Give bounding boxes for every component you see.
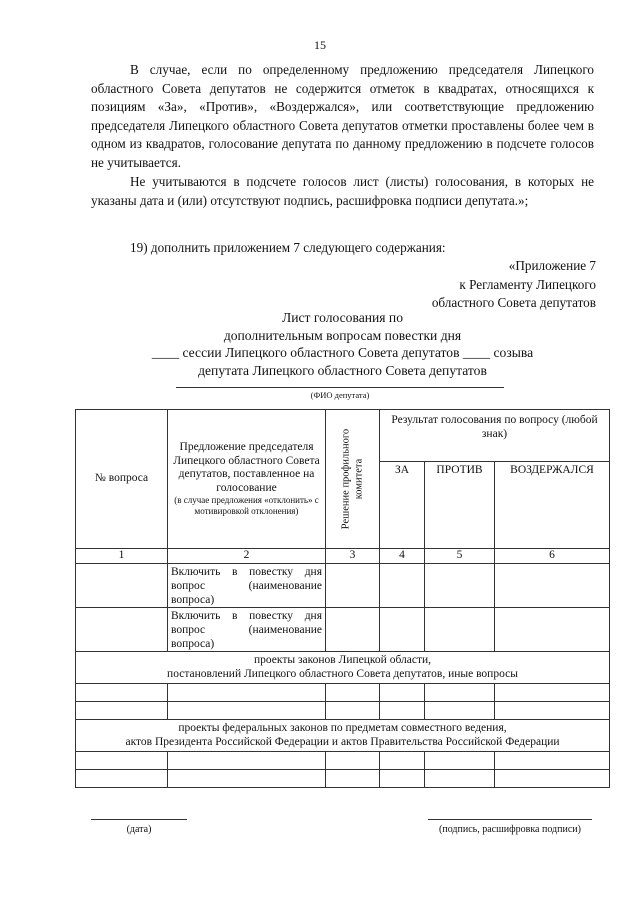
- fio-line: [176, 387, 504, 388]
- table-cell: [76, 608, 168, 652]
- section-row-federal: [76, 720, 610, 752]
- fio-caption: (ФИО депутата): [310, 390, 370, 400]
- section-federal: [76, 720, 610, 752]
- title-line-4: депутата Липецкого областного Совета депутатов: [198, 362, 487, 378]
- ballot-title: [91, 309, 594, 379]
- section-regional-line-2: постановлений Липецкого областного Совета депутатов, иные вопросы: [167, 667, 518, 680]
- header-protiv: ПРОТИВ: [425, 462, 495, 549]
- table-row: [76, 770, 610, 788]
- title-line-1: Лист голосования по: [281, 310, 404, 325]
- section-regional: [76, 652, 610, 684]
- signature-caption: (подпись, расшифровка подписи): [439, 824, 581, 835]
- table-cell: [425, 608, 495, 652]
- column-number: 6: [495, 549, 610, 564]
- header-proposal: [168, 410, 326, 549]
- table-row: [76, 684, 610, 702]
- table-cell: [76, 564, 168, 608]
- paragraph-1: В случае, если по определенному предложению председателя Липецкого областного Совета депутатов не содержится отметок в квадратах, относящихся к позициям «За», «Против», «Воздержался», или соответствующие предложению председателя Липецкого областного Совета депутатов отметки проставлены более чем в одном из квадратов, голосование депутата по данному предложению в подсчете голосов не учитывается.: [91, 62, 594, 170]
- column-number: 5: [425, 549, 495, 564]
- include-item-text: Включить в повестку дня вопрос (наименование вопроса): [168, 608, 326, 652]
- header-vozderzhalsya: ВОЗДЕРЖАЛСЯ: [495, 462, 610, 549]
- header-question-number: № вопроса: [76, 410, 168, 549]
- appendix-line-2: к Регламенту Липецкого: [459, 276, 596, 292]
- section-regional-line-1: проекты законов Липецкой области,: [253, 654, 432, 666]
- appendix-line-1: «Приложение 7: [508, 258, 596, 273]
- title-line-3: ____ сессии Липецкого областного Совета депутатов ____ созыва: [151, 345, 534, 361]
- date-caption: (дата): [126, 824, 152, 835]
- table-cell: [326, 608, 380, 652]
- include-row-2: [76, 608, 610, 652]
- column-numbers-row: [76, 549, 610, 564]
- column-number: 4: [380, 549, 425, 564]
- column-number: 3: [326, 549, 380, 564]
- table-cell: [380, 608, 425, 652]
- paragraph-2: Не учитываются в подсчете голосов лист (листы) голосования, в которых не указаны дата и (или) отсутствуют подпись, расшифровка подписи депутата.»;: [91, 174, 594, 208]
- appendix-heading: [432, 257, 596, 313]
- title-line-2: дополнительным вопросам повестки дня: [223, 327, 462, 343]
- table-cell: [495, 608, 610, 652]
- table-cell: [495, 564, 610, 608]
- header-proposal-main: Предложение председателя Липецкого областного Совета депутатов, поставленное на голосование: [173, 441, 320, 494]
- paragraph-3: 19) дополнить приложением 7 следующего содержания:: [130, 240, 446, 255]
- header-committee-decision: [326, 410, 380, 549]
- appendix-line-3: областного Совета депутатов: [431, 295, 596, 311]
- table-cell: [380, 564, 425, 608]
- table-cell: [425, 564, 495, 608]
- header-za: ЗА: [380, 462, 425, 549]
- section-row-regional: [76, 652, 610, 684]
- voting-table: [75, 409, 610, 788]
- signature-line: [428, 819, 592, 820]
- include-row-1: [76, 564, 610, 608]
- include-item-text: Включить в повестку дня вопрос (наименование вопроса): [168, 564, 326, 608]
- date-line: [91, 819, 187, 820]
- header-committee-text: Решение профильного комитета: [340, 428, 364, 530]
- column-number: 1: [76, 549, 168, 564]
- header-proposal-note: (в случае предложения «отклонить» с мотивировкой отклонения): [174, 495, 319, 516]
- page-number: 15: [314, 38, 326, 52]
- section-federal-line-1: проекты федеральных законов по предметам совместного ведения,: [178, 722, 507, 734]
- table-row: [76, 752, 610, 770]
- header-result: Результат голосования по вопросу (любой знак): [380, 410, 610, 462]
- table-cell: [326, 564, 380, 608]
- table-row: [76, 702, 610, 720]
- column-number: 2: [168, 549, 326, 564]
- section-federal-line-2: актов Президента Российской Федерации и актов Правительства Российской Федерации: [125, 735, 560, 748]
